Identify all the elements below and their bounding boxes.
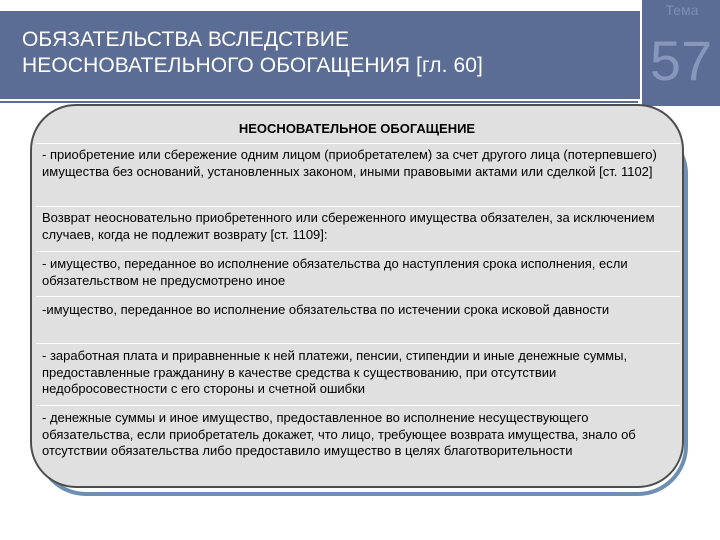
- topic-label: Тема: [665, 2, 699, 18]
- slide-title-line-2: НЕОСНОВАТЕЛЬНОГО ОБОГАЩЕНИЯ [гл. 60]: [22, 54, 483, 77]
- list-item: - приобретение или сбережение одним лицом (приобретателем) за счет другого лица (потерпевшего) имущества без оснований, установленных законом, иными правовыми актами или сделкой [ст. 1102]: [42, 147, 657, 179]
- list-item: - денежные суммы и иное имущество, предоставленное во исполнение несуществующего обязательства, если приобретатель докажет, что лицо, требующее возврата имущества, знало об отсутствии обязательства либо предоставило имущество в целях благотворительности: [42, 410, 636, 458]
- list-item: - имущество, переданное во исполнение обязательства до наступления срока исполнения, если обязательством не предусмотрено иное: [42, 256, 628, 288]
- divider: [36, 251, 680, 252]
- slide-title: [22, 27, 622, 79]
- divider: [36, 405, 680, 406]
- slide-title-line-1: ОБЯЗАТЕЛЬСТВА ВСЛЕДСТВИЕ: [22, 28, 350, 51]
- divider: [36, 296, 680, 297]
- divider: [36, 206, 680, 207]
- panel-heading: НЕОСНОВАТЕЛЬНОЕ ОБОГАЩЕНИЕ: [238, 121, 476, 136]
- header-underline: [0, 101, 638, 103]
- list-item: - заработная плата и приравненные к ней платежи, пенсии, стипендии и иные денежные суммы, предоставленные гражданину в качестве средства к существованию, при отсутствии недобросовестности с его стороны и счетной ошибки: [42, 348, 628, 396]
- list-item: Возврат неосновательно приобретенного или сбереженного имущества обязателен, за исключением случаев, когда не подлежит возврату [ст. 1109]:: [42, 210, 655, 242]
- topic-number: 57: [649, 29, 713, 92]
- divider: [36, 343, 680, 344]
- list-item: -имущество, переданное во исполнение обязательства по истечении срока исковой давности: [42, 302, 610, 317]
- divider: [36, 143, 680, 144]
